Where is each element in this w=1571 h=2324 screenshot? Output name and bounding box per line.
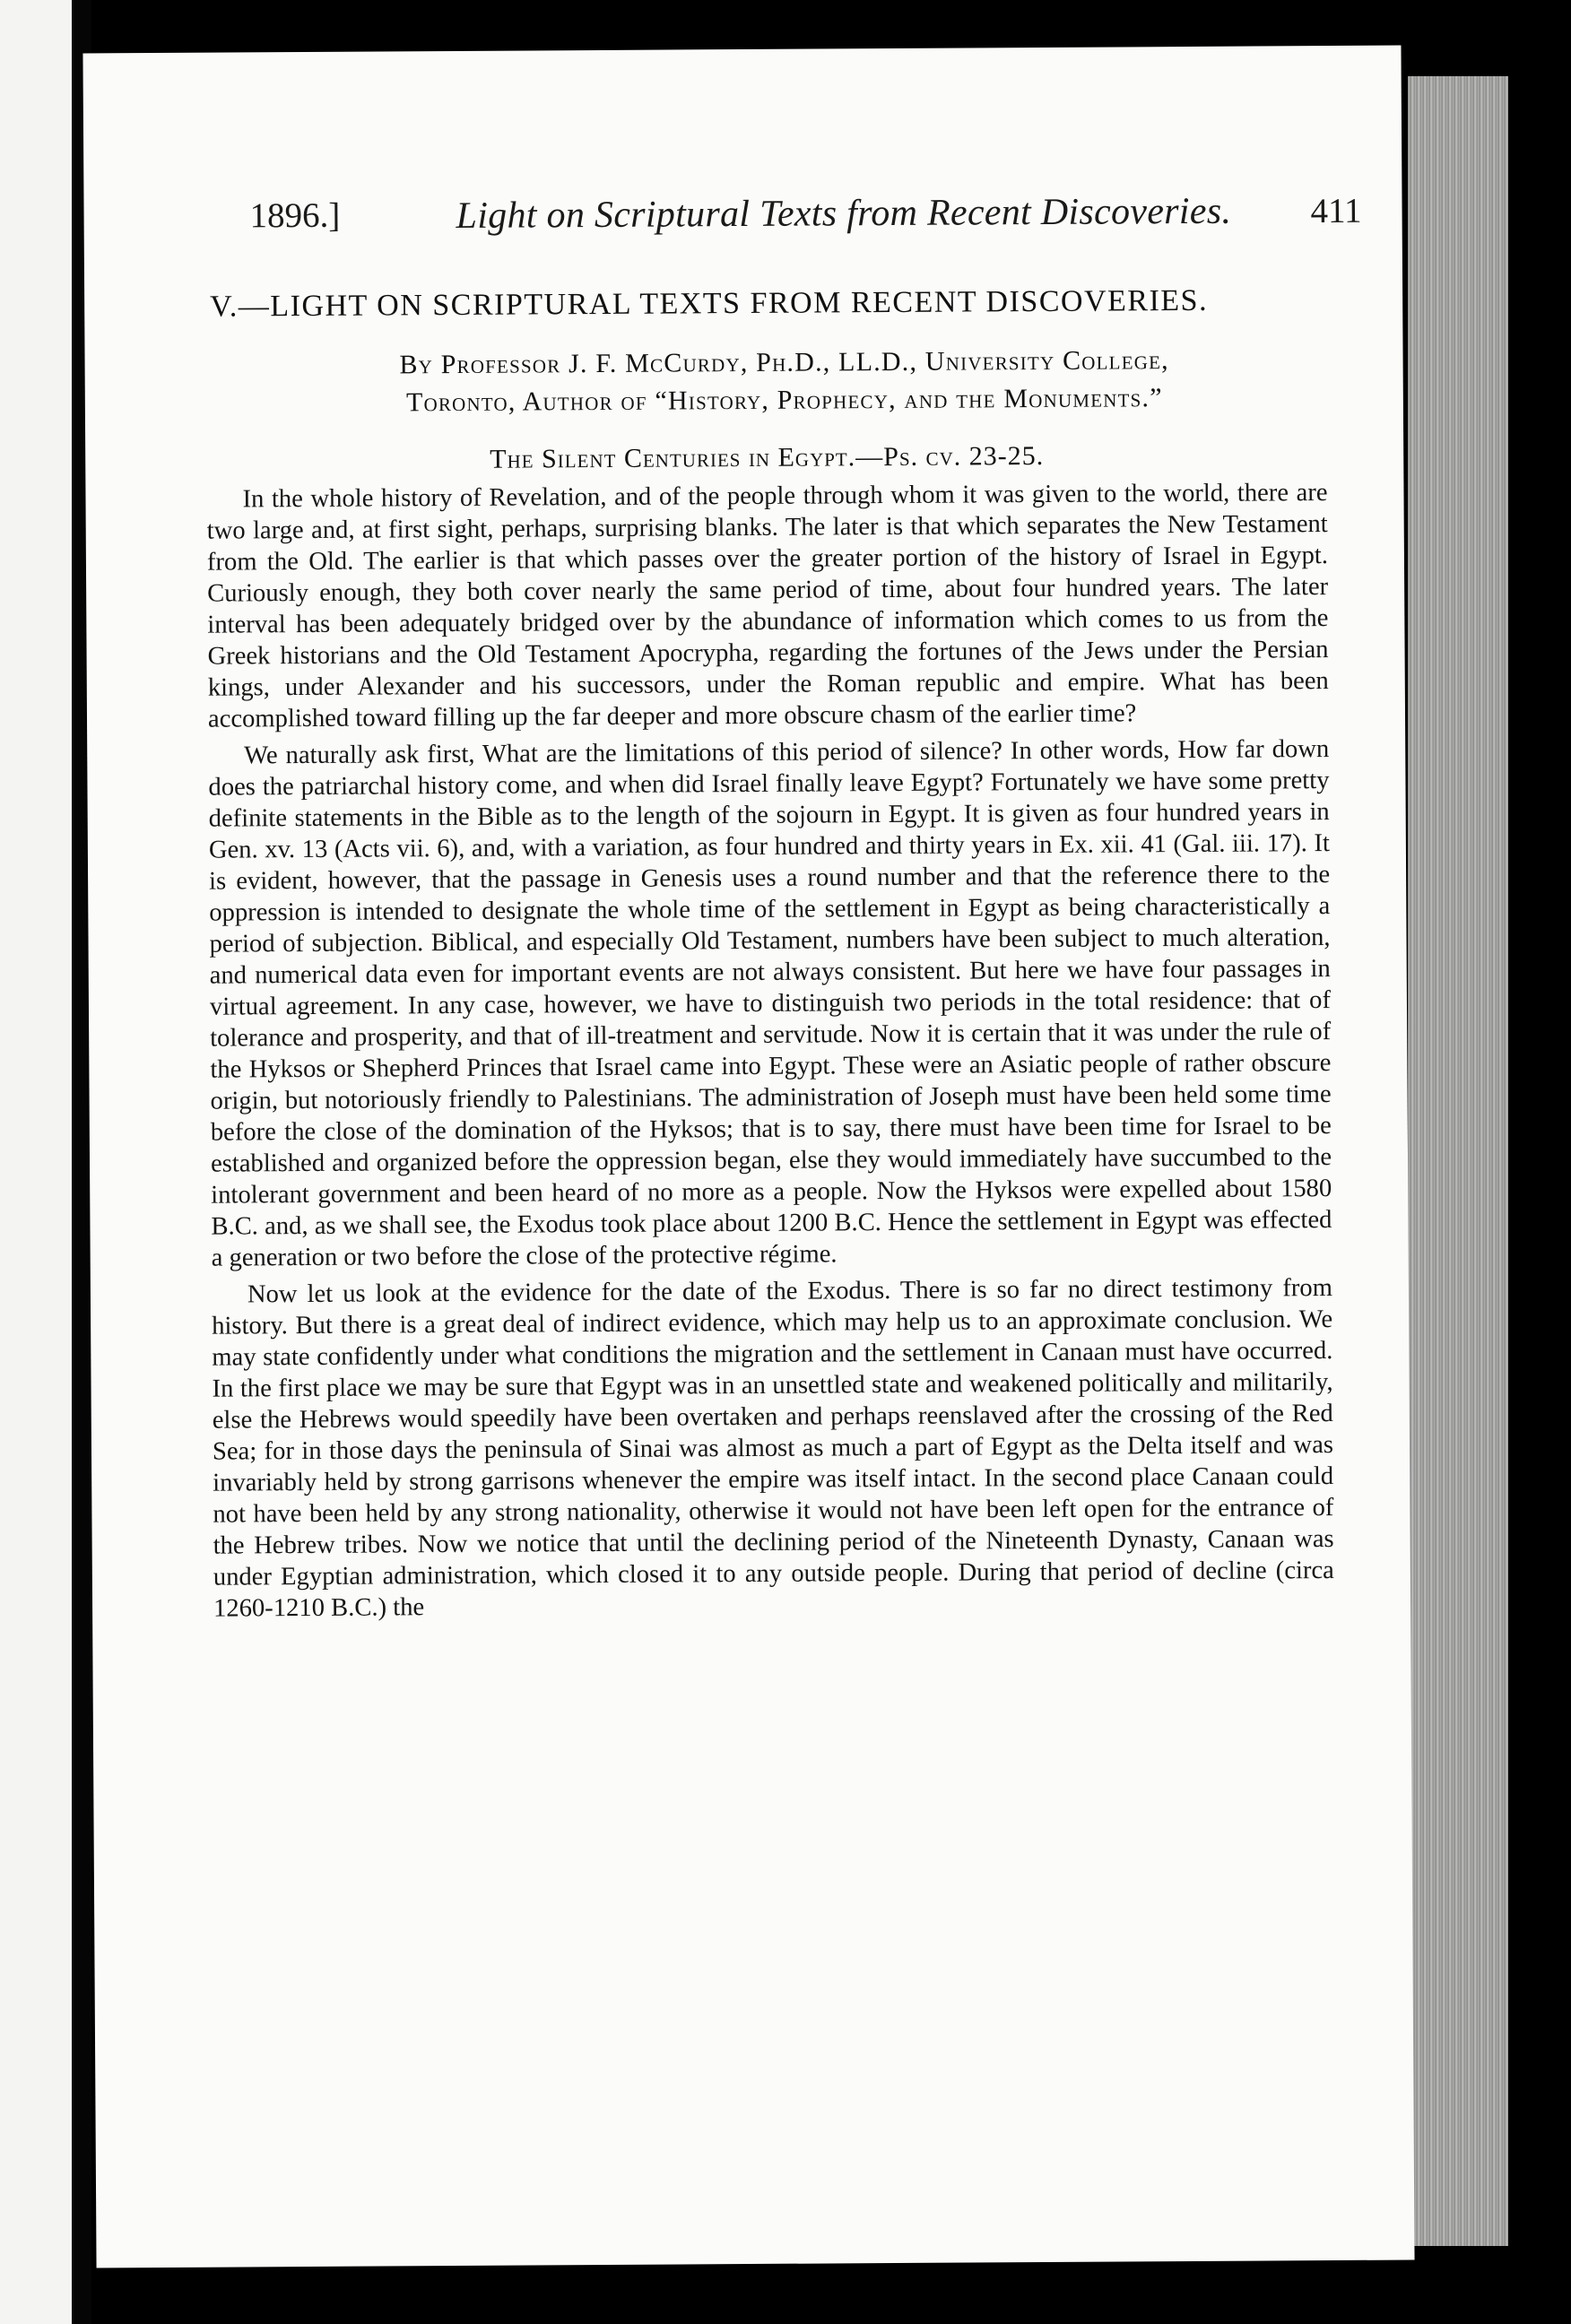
- byline-line-1: By Professor J. F. McCurdy, Ph.D., LL.D., University College,: [399, 345, 1169, 380]
- running-head-title: Light on Scriptural Texts from Recent Discoveries.: [456, 190, 1232, 237]
- page-edges: [1408, 76, 1508, 2246]
- page-number: 411: [1310, 191, 1362, 231]
- article-title: V.—LIGHT ON SCRIPTURAL TEXTS FROM RECENT DISCOVERIES.: [210, 283, 1209, 324]
- facing-page-edge: [0, 0, 72, 2324]
- running-head: [204, 135, 1362, 237]
- article-body: [206, 477, 1334, 1625]
- section-heading: The Silent Centuries in Egypt.—Ps. cv. 23-25.: [490, 440, 1045, 474]
- running-head-year: 1896.]: [249, 195, 341, 236]
- book-page: [82, 46, 1414, 2268]
- byline: [205, 341, 1362, 423]
- byline-line-2: Toronto, Author of “History, Prophecy, and the Monuments.”: [405, 383, 1163, 418]
- paragraph: Now let us look at the evidence for the date of the Exodus. There is so far no direct testimony from history. But there is a great deal of indirect evidence, which may help us to an approximate conclusion. We may state confidently under what conditions the migration and the settlement in Canaan must have occurred. In the first place we may be sure that Egypt was in an unsettled state and weakened politically and militarily, else the Hebrews would speedily have been overtaken and perhaps reenslaved after the crossing of the Red Sea; for in those days the peninsula of Sinai was almost as much a part of Egypt as the Delta itself and was invariably held by strong garrisons whenever the empire was itself intact. In the second place Canaan could not have been held by any strong nationality, otherwise it would not have been left open for the entrance of the Hebrew tribes. Now we notice that until the declining period of the Nineteenth Dynasty, Canaan was under Egyptian administration, which closed it to any outside people. During that period of decline (circa 1260-1210 B.C.) the: [212, 1274, 1334, 1623]
- page-content: [204, 135, 1362, 1625]
- paragraph: We naturally ask first, What are the limitations of this period of silence? In other words, How far down does the patriarchal history come, and when did Israel finally leave Egypt? Fortunately we have some pretty definite statements in the Bible as to the length of the sojourn in Egypt. It is given as four hundred years in Gen. xv. 13 (Acts vii. 6), and, with a variation, as four hundred and thirty years in Ex. xii. 41 (Gal. iii. 17). It is evident, however, that the passage in Genesis uses a round number and that the reference there to the oppression is intended to designate the whole time of the settlement in Egypt as being characteristically a period of subjection. Biblical, and especially Old Testament, numbers have been subject to much alteration, and numerical data even for important events are not always consistent. But here we have four passages in virtual agreement. In any case, however, we have to distinguish two periods in the total residence: that of tolerance and prosperity, and that of ill-treatment and servitude. Now it is certain that it was under the rule of the Hyksos or Shepherd Princes that Israel came into Egypt. These were an Asiatic people of rather obscure origin, but notoriously friendly to Palestinians. The administration of Joseph must have been held some time before the close of the domination of the Hyksos; that is to say, there must have been time for Israel to be established and organized before the oppression began, else they would immediately have succumbed to the intolerant government and been heard of no more as a people. Now the Hyksos were expelled about 1580 B.C. and, as we shall see, the Exodus took place about 1200 B.C. Hence the settlement in Egypt was effected a generation or two before the close of the protective régime.: [208, 735, 1332, 1272]
- paragraph: In the whole history of Revelation, and of the people through whom it was given to the world, there are two large and, at first sight, perhaps, surprising blanks. The later is that which separates the New Testament from the Old. The earlier is that which passes over the greater portion of the history of Israel in Egypt. Curiously enough, they both cover nearly the same period of time, about four hundred years. The later interval has been adequately bridged over by the abundance of information which comes to us from the Greek historians and the Old Testament Apocrypha, regarding the fortunes of the Jews under the Persian kings, under Alexander and his successors, under the Roman republic and empire. What has been accomplished toward filling up the far deeper and more obscure chasm of the earlier time?: [206, 479, 1329, 733]
